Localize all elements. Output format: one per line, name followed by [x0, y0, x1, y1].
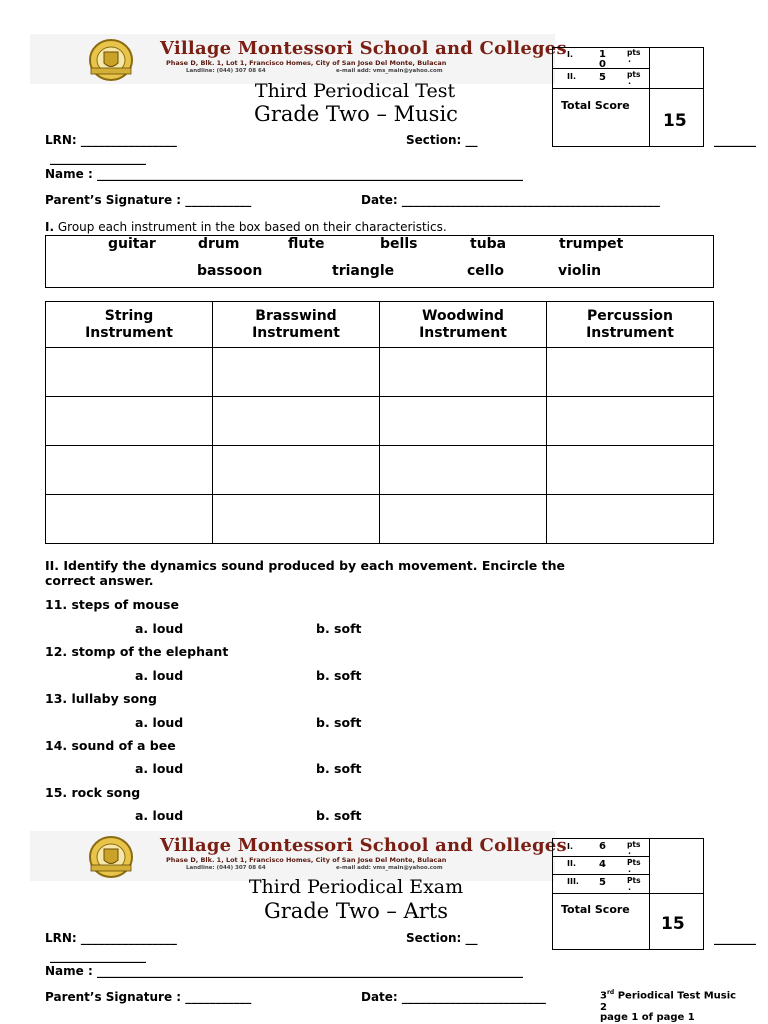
score-row-unit: Pts	[627, 876, 641, 885]
answer-cell[interactable]	[46, 446, 213, 495]
parent-signature-field: Parent’s Signature : ___________	[45, 990, 252, 1004]
score-row-dot: .	[628, 55, 632, 64]
section-field: Section: __	[406, 931, 478, 945]
instrument-word: guitar	[108, 236, 156, 252]
question-item: 11. steps of mouse	[45, 597, 179, 612]
question-item: 14. sound of a bee	[45, 738, 176, 753]
part1-instruction	[45, 220, 447, 234]
total-score-value: 15	[661, 914, 685, 934]
answer-cell[interactable]	[380, 495, 547, 544]
test-subtitle: Grade Two – Arts	[263, 899, 449, 923]
score-row-pts: 1	[599, 49, 606, 60]
instrument-word: cello	[467, 263, 505, 279]
instrument-word: tuba	[470, 236, 507, 252]
option-a[interactable]: a. loud	[135, 761, 184, 776]
total-score-label: Total Score	[561, 903, 630, 916]
score-box	[552, 47, 704, 147]
instrument-word: violin	[558, 263, 602, 279]
part1-roman: I.	[45, 220, 55, 234]
school-address: Phase D, Blk. 1, Lot 1, Francisco Homes, City of San Jose Del Monte, Bulacan	[166, 856, 447, 864]
score-row-unit: pts	[627, 48, 641, 57]
name-field: Name : _______________________________________________________________________	[45, 167, 523, 181]
date-field: Date: ___________________________________________	[361, 193, 660, 207]
column-header-woodwind: Woodwind Instrument	[380, 302, 547, 348]
school-landline: Landline: (044) 307 08 64	[186, 68, 266, 74]
school-address: Phase D, Blk. 1, Lot 1, Francisco Homes, City of San Jose Del Monte, Bulacan	[166, 59, 447, 67]
option-a[interactable]: a. loud	[135, 668, 184, 683]
answer-cell[interactable]	[380, 348, 547, 397]
lrn-field: LRN: ________________	[45, 931, 177, 945]
table-row	[46, 446, 714, 495]
school-email: e-mail add: vms_main@yahoo.com	[336, 865, 443, 871]
footer-grade: 2	[600, 1002, 607, 1013]
column-header-percussion: Percussion Instrument	[547, 302, 714, 348]
school-email: e-mail add: vms_main@yahoo.com	[336, 68, 443, 74]
footer-page-number: page 1 of page 1	[600, 1012, 695, 1023]
score-row-dot: .	[628, 847, 632, 856]
instrument-word: trumpet	[559, 236, 624, 252]
question-item: 13. lullaby song	[45, 691, 158, 706]
test-title: Third Periodical Exam	[248, 876, 464, 898]
part2-instruction-cont: correct answer.	[45, 573, 154, 588]
score-box	[552, 838, 704, 950]
option-b[interactable]: b. soft	[316, 668, 362, 683]
table-row	[46, 397, 714, 446]
school-seal-icon	[85, 835, 137, 879]
school-seal-icon	[85, 38, 137, 82]
test-subtitle: Grade Two – Music	[254, 102, 458, 126]
question-item: 12. stomp of the elephant	[45, 644, 229, 659]
question-item: 15. rock song	[45, 785, 141, 800]
instrument-word: bells	[380, 236, 418, 252]
option-b[interactable]: b. soft	[316, 621, 362, 636]
section-field: Section: __	[406, 133, 478, 147]
answer-cell[interactable]	[213, 348, 380, 397]
score-row-unit: pts	[627, 840, 641, 849]
table-row	[46, 348, 714, 397]
continuation-blank: ________________	[50, 949, 146, 963]
score-row-pts: 5	[599, 72, 606, 83]
part2-instruction: II. Identify the dynamics sound produced by each movement. Encircle the	[45, 558, 565, 573]
part1-instruction-text: Group each instrument in the box based on their characteristics.	[54, 220, 447, 234]
instrument-word: triangle	[332, 263, 395, 279]
option-a[interactable]: a. loud	[135, 715, 184, 730]
answer-cell[interactable]	[46, 348, 213, 397]
score-row-unit: pts	[627, 70, 641, 79]
score-row-num: I.	[567, 842, 574, 851]
score-row-num: II.	[567, 859, 576, 868]
score-row-num: II.	[567, 72, 576, 81]
instrument-classification-table	[45, 301, 714, 544]
answer-cell[interactable]	[380, 397, 547, 446]
answer-cell[interactable]	[547, 495, 714, 544]
answer-cell[interactable]	[547, 397, 714, 446]
score-row-num: I.	[567, 50, 574, 59]
option-b[interactable]: b. soft	[316, 808, 362, 823]
instrument-word: bassoon	[197, 263, 263, 279]
answer-cell[interactable]	[547, 348, 714, 397]
total-score-label: Total Score	[561, 99, 630, 112]
school-name: Village Montessori School and Colleges	[160, 38, 567, 59]
school-name: Village Montessori School and Colleges	[160, 835, 567, 856]
score-row-unit: Pts	[627, 858, 641, 867]
lrn-field: LRN: ________________	[45, 133, 177, 147]
answer-cell[interactable]	[213, 446, 380, 495]
table-row	[46, 495, 714, 544]
test-title: Third Periodical Test	[254, 80, 456, 102]
answer-cell[interactable]	[380, 446, 547, 495]
answer-cell[interactable]	[213, 495, 380, 544]
column-header-string: String Instrument	[46, 302, 213, 348]
trailing-blank: _______	[714, 133, 756, 147]
parent-signature-field: Parent’s Signature : ___________	[45, 193, 252, 207]
score-row-num: III.	[567, 877, 579, 886]
date-field: Date: ________________________	[361, 990, 546, 1004]
continuation-blank: ________________	[50, 151, 146, 165]
score-row-dot: .	[628, 883, 632, 892]
score-row-dot: .	[628, 865, 632, 874]
name-field: Name : _______________________________________________________________________	[45, 964, 523, 978]
school-landline: Landline: (044) 307 08 64	[186, 865, 266, 871]
score-row-pts: 5	[599, 877, 606, 888]
answer-cell[interactable]	[46, 495, 213, 544]
total-score-value: 15	[663, 111, 687, 131]
trailing-blank: _______	[714, 931, 756, 945]
score-row-pts: 0	[599, 59, 606, 70]
answer-cell[interactable]	[46, 397, 213, 446]
answer-cell[interactable]	[213, 397, 380, 446]
instrument-word: drum	[198, 236, 240, 252]
instrument-word: flute	[288, 236, 325, 252]
option-a[interactable]: a. loud	[135, 621, 184, 636]
option-b[interactable]: b. soft	[316, 761, 362, 776]
score-row-pts: 4	[599, 859, 606, 870]
option-b[interactable]: b. soft	[316, 715, 362, 730]
score-row-pts: 6	[599, 841, 606, 852]
score-row-dot: .	[628, 77, 632, 86]
footer-test-label: 3rd Periodical Test Music	[600, 989, 737, 1002]
column-header-brasswind: Brasswind Instrument	[213, 302, 380, 348]
option-a[interactable]: a. loud	[135, 808, 184, 823]
answer-cell[interactable]	[547, 446, 714, 495]
